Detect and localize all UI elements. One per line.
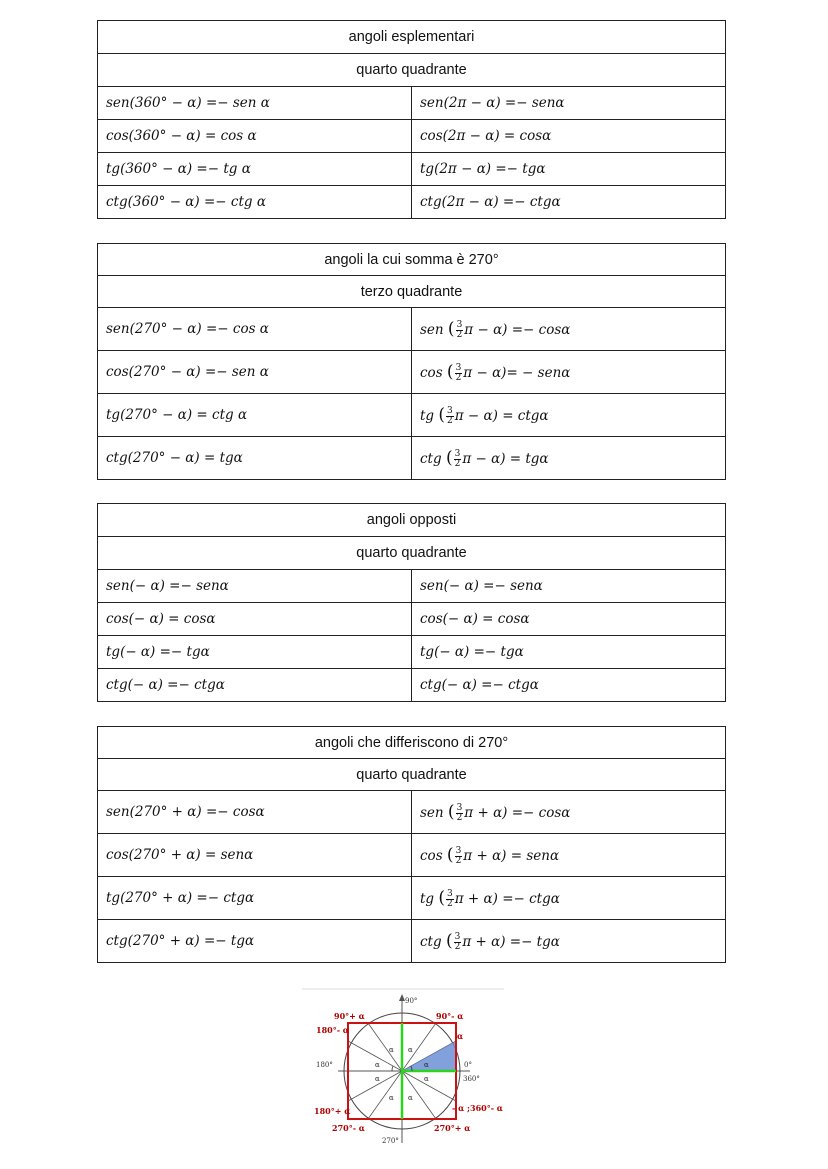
label-90-minus: 90°- α bbox=[436, 1011, 464, 1021]
inner-alpha: α bbox=[408, 1094, 413, 1102]
label-alpha-red: α bbox=[457, 1031, 464, 1041]
formula-cell: sen(360° − α) =− sen α bbox=[98, 87, 412, 120]
label-180: 180° bbox=[316, 1061, 333, 1069]
table-opposti bbox=[97, 503, 726, 702]
label-270: 270° bbox=[382, 1137, 399, 1145]
formula-cell: cos ( $\frac{3}{2}$ π + α) = senα bbox=[412, 834, 726, 877]
formula-cell: cos ( $\frac{3}{2}$ π − α)= − senα bbox=[412, 351, 726, 394]
inner-alpha: α bbox=[375, 1075, 380, 1083]
formula-cell: cos(− α) = cosα bbox=[412, 603, 726, 636]
formula-cell: cos(270° − α) =− sen α bbox=[98, 351, 412, 394]
formula-cell: ctg(360° − α) =− ctg α bbox=[98, 186, 412, 219]
formula-cell: cos(− α) = cosα bbox=[98, 603, 412, 636]
table-title: angoli che differiscono di 270° bbox=[98, 727, 726, 759]
table-title: angoli la cui somma è 270° bbox=[98, 244, 726, 276]
fraction: $\frac{3}{2}$ bbox=[454, 448, 461, 469]
formula-cell: tg ( $\frac{3}{2}$ π + α) =− ctgα bbox=[412, 877, 726, 920]
table-esplementari bbox=[97, 20, 726, 219]
formula-cell: ctg(270° + α) =− tgα bbox=[98, 920, 412, 963]
inner-alpha: α bbox=[424, 1061, 429, 1069]
formula-cell: tg(− α) =− tgα bbox=[412, 636, 726, 669]
formula-cell: ctg ( $\frac{3}{2}$ π − α) = tgα bbox=[412, 437, 726, 480]
fraction: $\frac{3}{2}$ bbox=[454, 931, 461, 952]
label-270-plus: 270°+ α bbox=[434, 1123, 471, 1133]
label-neg-alpha: - α ;360°- α bbox=[452, 1103, 503, 1113]
fraction: $\frac{3}{2}$ bbox=[456, 319, 463, 340]
inner-alpha: α bbox=[389, 1094, 394, 1102]
formula-cell: cos(360° − α) = cos α bbox=[98, 120, 412, 153]
formula-cell: sen(270° − α) =− cos α bbox=[98, 308, 412, 351]
fraction: $\frac{3}{2}$ bbox=[456, 802, 463, 823]
table-subtitle: quarto quadrante bbox=[98, 759, 726, 791]
formula-cell: tg(270° + α) =− ctgα bbox=[98, 877, 412, 920]
fraction: $\frac{3}{2}$ bbox=[455, 362, 462, 383]
formula-cell: tg(360° − α) =− tg α bbox=[98, 153, 412, 186]
formula-cell: ctg ( $\frac{3}{2}$ π + α) =− tgα bbox=[412, 920, 726, 963]
table-subtitle: terzo quadrante bbox=[98, 276, 726, 308]
label-270-minus: 270°- α bbox=[332, 1123, 365, 1133]
label-0: 0° bbox=[464, 1061, 472, 1069]
formula-cell: ctg(− α) =− ctgα bbox=[412, 669, 726, 702]
unit-circle-diagram bbox=[300, 988, 506, 1148]
table-title: angoli esplementari bbox=[98, 21, 726, 54]
inner-alpha: α bbox=[424, 1075, 429, 1083]
label-180-plus: 180°+ α bbox=[314, 1106, 351, 1116]
table-somma-270 bbox=[97, 243, 726, 480]
formula-cell: sen(2π − α) =− senα bbox=[412, 87, 726, 120]
formula-cell: sen(− α) =− senα bbox=[98, 570, 412, 603]
fraction: $\frac{3}{2}$ bbox=[455, 845, 462, 866]
formula-cell: ctg(− α) =− ctgα bbox=[98, 669, 412, 702]
table-subtitle: quarto quadrante bbox=[98, 537, 726, 570]
inner-alpha: α bbox=[408, 1046, 413, 1054]
table-differiscono-270 bbox=[97, 726, 726, 963]
fraction: $\frac{3}{2}$ bbox=[447, 888, 453, 909]
fraction: $\frac{3}{2}$ bbox=[447, 405, 453, 426]
formula-cell: sen(270° + α) =− cosα bbox=[98, 791, 412, 834]
unit-circle-svg bbox=[300, 988, 506, 1148]
formula-cell: tg(270° − α) = ctg α bbox=[98, 394, 412, 437]
inner-alpha: α bbox=[389, 1046, 394, 1054]
formula-cell: cos(270° + α) = senα bbox=[98, 834, 412, 877]
formula-cell: tg(− α) =− tgα bbox=[98, 636, 412, 669]
inner-alpha: α bbox=[375, 1061, 380, 1069]
table-title: angoli opposti bbox=[98, 504, 726, 537]
table-subtitle: quarto quadrante bbox=[98, 54, 726, 87]
formula-cell: sen ( $\frac{3}{2}$ π + α) =− cosα bbox=[412, 791, 726, 834]
formula-cell: sen ( $\frac{3}{2}$ π − α) =− cosα bbox=[412, 308, 726, 351]
formula-cell: tg ( $\frac{3}{2}$ π − α) = ctgα bbox=[412, 394, 726, 437]
label-90-plus: 90°+ α bbox=[334, 1011, 365, 1021]
formula-cell: ctg(2π − α) =− ctgα bbox=[412, 186, 726, 219]
label-360: 360° bbox=[463, 1075, 480, 1083]
formula-cell: sen(− α) =− senα bbox=[412, 570, 726, 603]
label-90: 90° bbox=[405, 997, 418, 1005]
formula-cell: ctg(270° − α) = tgα bbox=[98, 437, 412, 480]
formula-cell: tg(2π − α) =− tgα bbox=[412, 153, 726, 186]
label-180-minus: 180°- α bbox=[316, 1025, 349, 1035]
formula-cell: cos(2π − α) = cosα bbox=[412, 120, 726, 153]
